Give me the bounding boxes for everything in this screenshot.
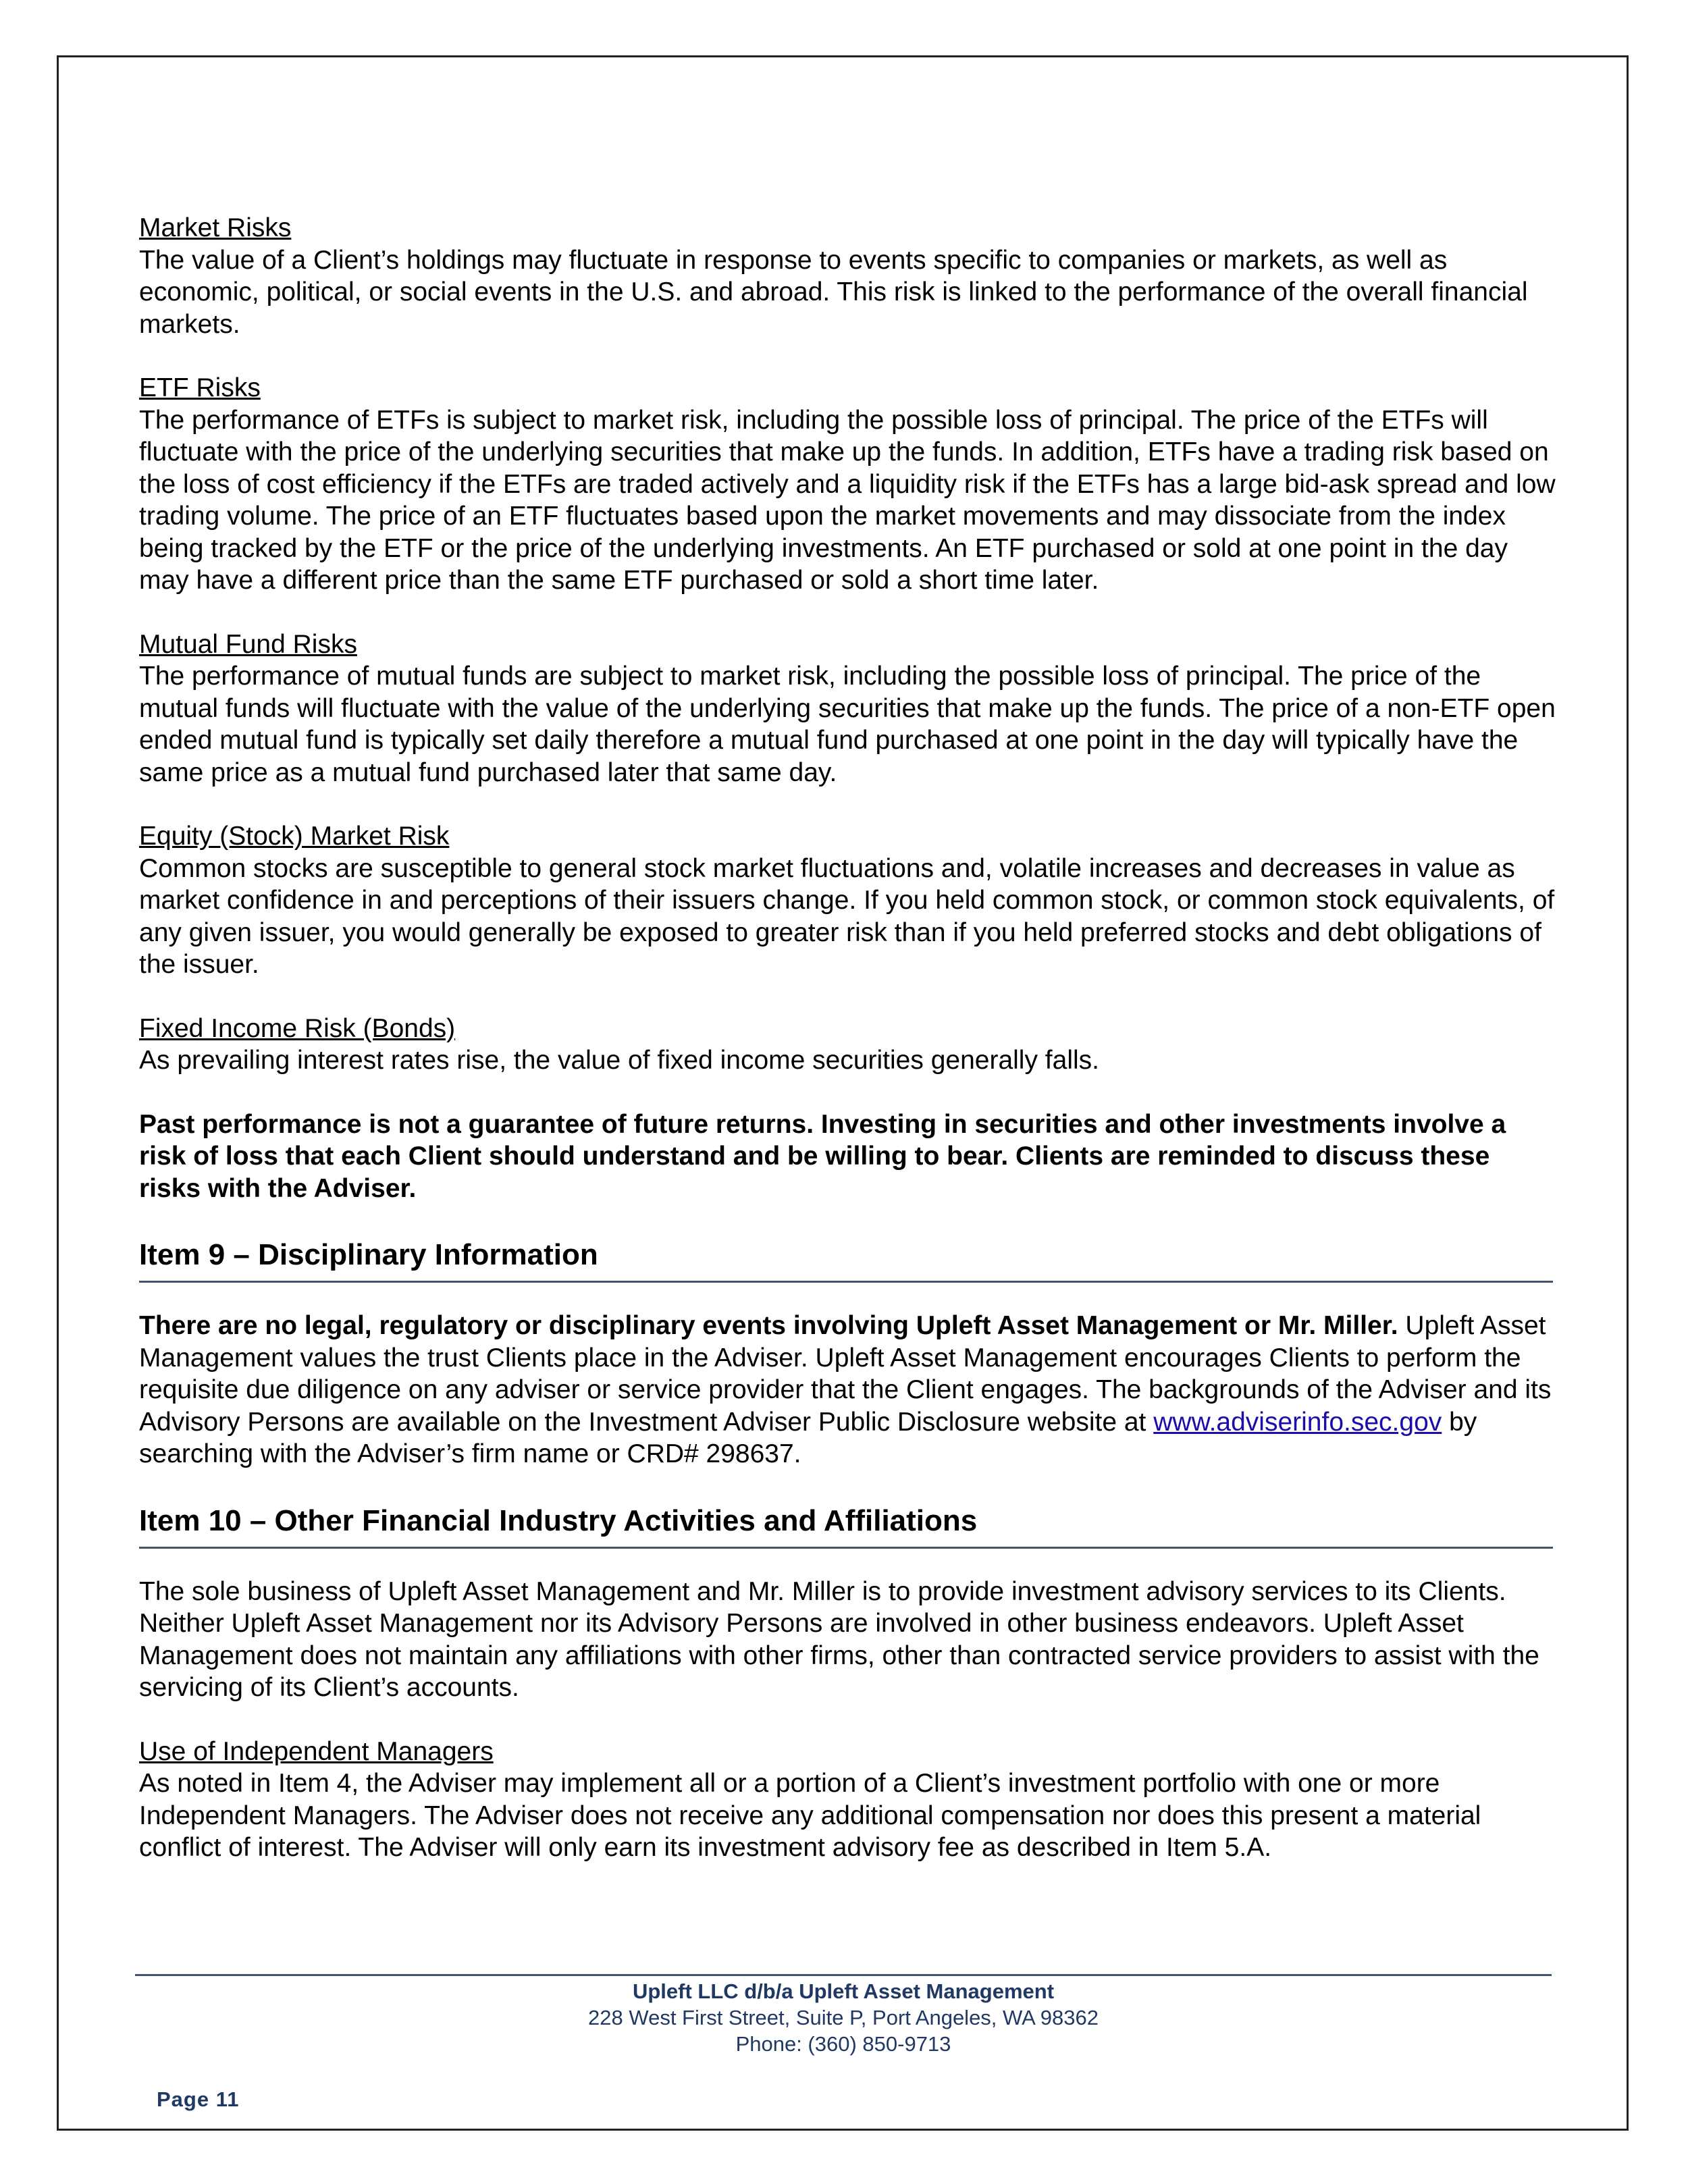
- item-10-text: The sole business of Upleft Asset Management and Mr. Miller is to provide investment advisory services to its Clients. Neither Upleft Asset Management nor its Advisory Persons are involved in other business endeavors. Upleft Asset Management does not maintain any affiliations with other firms, other than contracted service providers to assist with the servicing of its Client’s accounts.: [139, 1576, 1539, 1702]
- item-9-text: Upleft Asset Management values the trust Clients place in the Adviser. Upleft Asset Management encourages Clients to perform the requisite due diligence on any adviser or service provider that the Client engages. The backgrounds of the Adviser and its Advisory Persons are available on the Investment Adviser Public Disclosure website at: [139, 1311, 1552, 1437]
- page-number: Page 11: [157, 2087, 240, 2111]
- independent-managers-heading: Use of Independent Managers: [139, 1736, 494, 1766]
- page-footer: [135, 1978, 1552, 2057]
- item-9-section: [139, 1310, 1557, 1470]
- fixed-income-risk-text: As prevailing interest rates rise, the value of fixed income securities generally falls.: [139, 1046, 1099, 1075]
- mutual-fund-risks-text: The performance of mutual funds are subject to market risk, including the possible loss of principal. The price of the mutual funds will fluctuate with the value of the underlying securities that make up the funds. The price of a non-ETF open ended mutual fund is typically set daily therefore a mutual fund purchased at one point in the day will typically have the same price as a mutual fund purchased later that same day.: [139, 662, 1556, 787]
- fixed-income-risk-section: [139, 1013, 1557, 1077]
- equity-risk-section: [139, 820, 1557, 981]
- footer-company: Upleft LLC d/b/a Upleft Asset Management: [632, 1979, 1055, 2003]
- item-9-bold-lead: There are no legal, regulatory or disciplinary events involving Upleft Asset Management or Mr. Miller.: [139, 1311, 1398, 1340]
- document-body: [139, 212, 1557, 1896]
- warning-section: [139, 1109, 1557, 1205]
- independent-managers-text: As noted in Item 4, the Adviser may implement all or a portion of a Client’s investment portfolio with one or more Independent Managers. The Adviser does not receive any additional compensation nor does this present a material conflict of interest. The Adviser will only earn its investment advisory fee as described in Item 5.A.: [139, 1769, 1481, 1862]
- item-10-heading: Item 10 – Other Financial Industry Activities and Affiliations: [139, 1502, 1553, 1549]
- etf-risks-heading: ETF Risks: [139, 373, 261, 402]
- item-9-heading: Item 9 – Disciplinary Information: [139, 1236, 1553, 1283]
- item-9-text-end: by searching with the Adviser’s firm name or CRD# 298637.: [139, 1407, 1477, 1468]
- mutual-fund-risks-section: [139, 629, 1557, 789]
- independent-managers-section: [139, 1736, 1557, 1864]
- etf-risks-text: The performance of ETFs is subject to market risk, including the possible loss of principal. The price of the ETFs will fluctuate with the price of the underlying securities that make up the funds. In addition, ETFs have a trading risk based on the loss of cost efficiency if the ETFs are traded actively and a liquidity risk if the ETFs has a large bid-ask spread and low trading volume. The price of an ETF fluctuates based upon the market movements and may dissociate from the index being tracked by the ETF or the price of the underlying investments. An ETF purchased or sold at one point in the day may have a different price than the same ETF purchased or sold a short time later.: [139, 405, 1556, 595]
- mutual-fund-risks-heading: Mutual Fund Risks: [139, 629, 357, 659]
- past-performance-warning: Past performance is not a guarantee of future returns. Investing in securities and other investments involve a risk of loss that each Client should understand and be willing to bear. Clients are reminded to discuss these risks with the Adviser.: [139, 1109, 1506, 1203]
- market-risks-text: The value of a Client’s holdings may fluctuate in response to events specific to companies or markets, as well as economic, political, or social events in the U.S. and abroad. This risk is linked to the performance of the overall financial markets.: [139, 245, 1528, 339]
- footer-divider: [135, 1974, 1552, 1976]
- etf-risks-section: [139, 372, 1557, 597]
- footer-address: 228 West First Street, Suite P, Port Angeles, WA 98362: [588, 2006, 1099, 2029]
- adviserinfo-link[interactable]: www.adviserinfo.sec.gov: [1153, 1407, 1442, 1437]
- footer-phone: Phone: (360) 850-9713: [735, 2032, 951, 2056]
- fixed-income-risk-heading: Fixed Income Risk (Bonds): [139, 1013, 456, 1043]
- equity-risk-text: Common stocks are susceptible to general stock market fluctuations and, volatile increases and decreases in value as market confidence in and perceptions of their issuers change. If you held common stock, or common stock equivalents, of any given issuer, you would generally be exposed to greater risk than if you held preferred stocks and debt obligations of the issuer.: [139, 853, 1555, 979]
- item-9-paragraph: [139, 1310, 1557, 1470]
- market-risks-heading: Market Risks: [139, 213, 292, 242]
- item-10-section: [139, 1576, 1557, 1704]
- equity-risk-heading: Equity (Stock) Market Risk: [139, 822, 450, 851]
- market-risks-section: [139, 212, 1557, 340]
